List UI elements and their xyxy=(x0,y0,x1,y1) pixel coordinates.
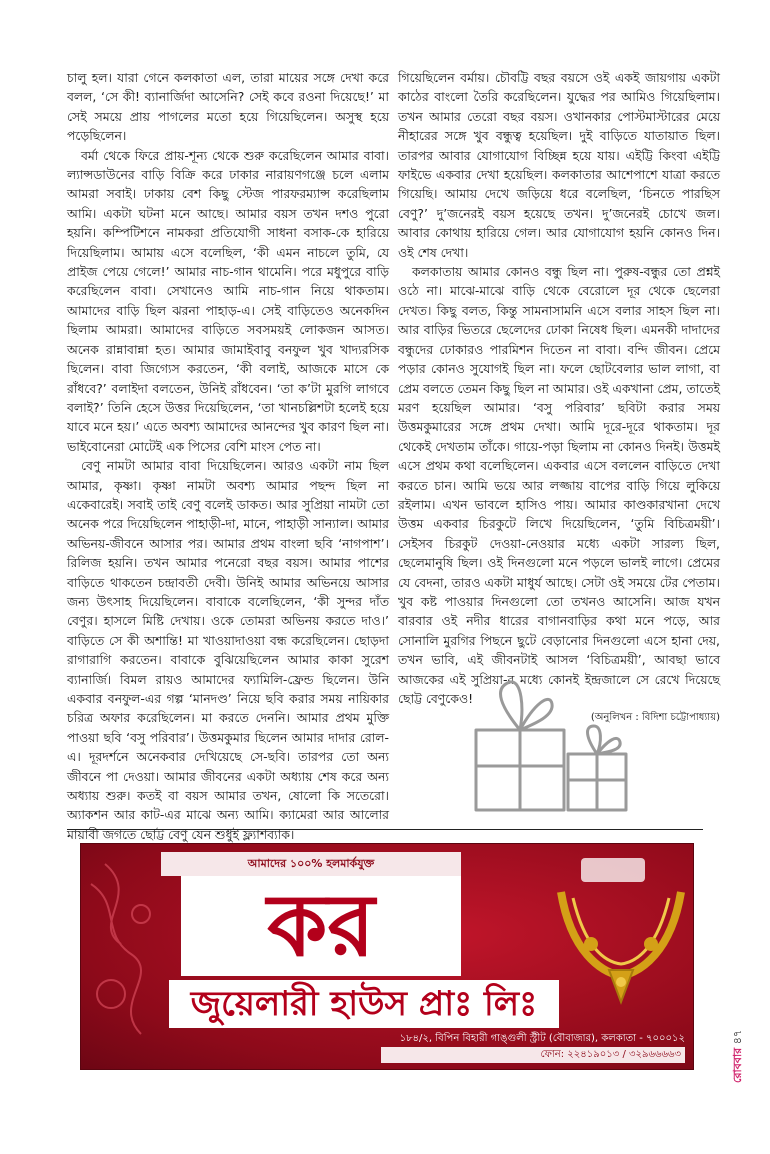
article-column-left xyxy=(67,68,389,842)
paragraph: গিয়েছিলেন বর্মায়। চৌবট্টি বছর বয়সে ওই একই জায়গায় একটা কাঠের বাংলো তৈরি করেছিলেন। যুদ্ধের পর আমিও গিয়েছিলাম। তখন আমার তেরো বছর বয়স। ওখানকার পোস্টমাস্টারের মেয়ে নীহারের সঙ্গে খুব বন্ধুত্ব হয়েছিল। দুই বাড়িতে যাতায়াত ছিল। তারপর আবার যোগাযোগ বিচ্ছিন্ন হয়ে যায়। এইট্টি কিংবা এইট্টি ফাইভে একবার দেখা হয়েছিল। কলকাতার আশেপাশে যাত্রা করতে গিয়েছি। আমায় দেখে জড়িয়ে ধরে বলেছিল, ‘চিনতে পারছিস বেণু?’ দু’জনেরই বয়স হয়েছে তখন। দু’জনেরই চোখে জল। আবার কোথায় হারিয়ে গেল। আর যোগাযোগ হয়নি কোনও দিন। ওই শেষ দেখা। xyxy=(398,70,720,260)
shop-phone: ফোন: ২২৪১৯০১৩ / ৩২৯৬৬৬৬৩ xyxy=(381,1047,685,1063)
paragraph: বর্মা থেকে ফিরে প্রায়-শূন্য থেকে শুরু করেছিলেন আমার বাবা। ল্যান্সডাউনের বাড়ি বিক্রি করে ঢাকার নারায়ণগঞ্জে চলে এলাম আমরা সবাই। ঢাকায় বেশ কিছু স্টেজ পারফরম্যান্স করেছিলাম আমি। একটা ঘটনা মনে আছে। আমার বয়স তখন দশও পুরো হয়নি। কম্পিটিশনে নামকরা প্রতিযোগী সাধনা বসাক-কে হারিয়ে দিয়েছিলাম। আমায় এসে বলেছিল, ‘কী এমন নাচলে তুমি, যে প্রাইজ পেয়ে গেলে!’ আমার নাচ-গান থামেনি। পরে মধুপুরে বাড়ি করেছিলেন বাবা। সেখানেও আমি নাচ-গান নিয়ে থাকতাম। আমাদের বাড়ি ছিল ঝরনা পাহাড়-এ। সেই বাড়িতেও অনেকদিন ছিলাম আমরা। আমাদের বাড়িতে সবসময়ই লোকজন আসত। অনেক রান্নাবান্না হত। আমার জামাইবাবু বনফুল খুব খাদ্যরসিক ছিলেন। বাবা জিগ্যেস করতেন, ‘কী বলাই, আজকে মাসে কে রাঁধবে?’ বলাইদা বলতেন, উনিই রাঁধবেন। ‘তা ক’টা মুরগি লাগবে বলাই?’ তিনি হেসে উত্তর দিয়েছিলেন, ‘তা খানচল্লিশটা হলেই হয়ে যাবে মনে হয়।’ এতে অবশ্য আমাদের আনন্দের খুব কারণ ছিল না। ভাইবোনেরা মোটেই এক পিসের বেশি মাংস পেত না। xyxy=(67,147,389,454)
page-folio xyxy=(728,1012,748,1102)
hallmark-tagline: আমাদের ১০০% হলমার্কযুক্ত xyxy=(161,852,461,876)
transcription-credit: (অনুলিখন : বিদিশা চট্টোপাধ্যায়) xyxy=(590,712,720,724)
page-number: ৪৭ xyxy=(731,1030,744,1045)
paragraph: বেণু নামটা আমার বাবা দিয়েছিলেন। আরও একটা নাম ছিল আমার, কৃষ্ণা। কৃষ্ণা নামটা অবশ্য আমার পছন্দ ছিল না একেবারেই। সবাই তাই বেণু বলেই ডাকত। আর সুপ্রিয়া নামটা তো অনেক পরে দিয়েছিলেন পাহাড়ী-দা, মানে, পাহাড়ী সান্যাল। আমার অভিনয়-জীবনে আসার পর। আমার প্রথম বাংলা ছবি ‘নাগপাশ’। রিলিজ হয়নি। তখন আমার পনেরো বছর বয়স। আমার পাশের বাড়িতে থাকতেন চন্দ্রাবতী দেবী। উনিই আমার অভিনয়ে আসার জন্য উৎসাহ দিয়েছিলেন। বাবাকে বলেছিলেন, ‘কী সুন্দর দাঁত বেণুর। হাসলে মিষ্টি দেখায়। ওকে তোমরা অভিনয় করতে দাও।’ বাড়িতে সে কী অশান্তি! মা খাওয়াদাওয়া বন্ধ করেছিলেন। ছোড়দা রাগারাগি করতেন। বাবাকে বুঝিয়েছিলেন আমার কাকা সুরেশ ব্যানার্জি। বিমল রায়ও আমাদের ফ্যামিলি-ফ্রেন্ড ছিলেন। উনি একবার বনফুল-এর গল্প ‘মানদণ্ড’ নিয়ে ছবি করার সময় নায়িকার চরিত্র অফার করেছিলেন। মা করতে দেননি। আমার প্রথম মুক্তি পাওয়া ছবি ‘বসু পরিবার’। উত্তমকুমার ছিলেন আমার দাদার রোল-এ। দূরদর্শনে অনেকবার দেখিয়েছে সে-ছবি। তারপর তো অন্য জীবনে পা দেওয়া। আমার জীবনের একটা অধ্যায় শেষ করে অন্য অধ্যায় শুরু। কতই বা বয়স আমার তখন, ষোলো কি সতেরো। অ্যাকশন আর কাট-এর মাঝে অন্য আমি। ক্যামেরা আর আলোর মায়াবী জগতে ছোট্ট বেণু যেন শুধুই ফ্ল্যাশব্যাক। xyxy=(67,458,389,842)
jewellery-advertisement xyxy=(80,843,694,1070)
publication-name: রোববার xyxy=(731,1048,744,1084)
paragraph: চালু হল। যারা গেনে কলকাতা এল, তারা মায়ের সঙ্গে দেখা করে বলল, ‘সে কী! ব্যানার্জিদা আসেনি? সেই কবে রওনা দিয়েছে!’ মা সেই সময়ে প্রায় পাগলের মতো হয়ে গিয়েছিলেন। অসুস্থ হয়ে পড়েছিলেন। xyxy=(67,70,389,144)
shop-address: ১৮৪/২, বিপিন বিহারী গাঙ্গুলী স্ট্রীট (বৌবাজার), কলকাতা - ৭০০০১২ xyxy=(399,1033,685,1044)
company-name: জুয়েলারী হাউস প্রাঃ লিঃ xyxy=(169,980,559,1028)
section-divider xyxy=(67,829,703,830)
article-column-right xyxy=(398,68,720,724)
gift-boxes-illustration xyxy=(462,668,642,818)
brand-name: কর xyxy=(181,876,461,976)
paragraph: কলকাতায় আমার কোনও বন্ধু ছিল না। পুরুষ-বন্ধুর তো প্রশ্নই ওঠে না। মাঝে-মাঝে বাড়ি থেকে বেরোলে দূর থেকে ছেলেরা দেখত। কিছু বলত, কিন্তু সামনাসামনি এসে বলার সাহস ছিল না। আর বাড়ির ভিতরে ছেলেদের ঢোকা নিষেধ ছিল। এমনকী দাদাদের বন্ধুদের ঢোকারও পারমিশন দিতেন না বাবা। বন্দি জীবন। প্রেমে পড়ার কোনও সুযোগই ছিল না। ফলে ছোটবেলার ভাল লাগা, বা প্রেম বলতে তেমন কিছু ছিল না আমার। ওই একখানা প্রেম, তাতেই মরণ হয়েছিল আমার। ‘বসু পরিবার’ ছবিটা করার সময় উত্তমকুমারের সঙ্গে প্রথম দেখা। আমি দূরে-দূরে থাকতাম। দূর থেকেই দেখতাম তাঁকে। গায়ে-পড়া ছিলাম না কোনও দিনই। উত্তমই এসে প্রথম কথা বলেছিলেন। একবার এসে বললেন বাড়িতে দেখা করতে চান। আমি ভয়ে আর লজ্জায় বাপের বাড়ি গিয়ে লুকিয়ে রইলাম। এখন ভাবলে হাসিও পায়। আমার কাণ্ডকারখানা দেখে উত্তম একবার চিরকুটে লিখে দিয়েছিলেন, ‘তুমি বিচিত্রময়ী’। সেইসব চিরকুট দেওয়া-নেওয়ার মধ্যে একটা সারল্য ছিল, ছেলেমানুষি ছিল। ওই দিনগুলো মনে পড়লে ভালই লাগে। প্রেমের যে বেদনা, তারও একটা মাধুর্য আছে। সেটা ওই সময়ে টের পেতাম। খুব কষ্ট পাওয়ার দিনগুলো তো তখনও আসেনি। আজ যখন বারবার ওই নদীর ধারের বাগানবাড়ির কথা মনে পড়ে, আর সোনালি মুরগির পিছনে ছুটে বেড়ানোর দিনগুলো এসে হানা দেয়, তখন ভাবি, এই জীবনটাই আসল ‘বিচিত্রময়ী’, আবছা ভাবে আজকের এই সুপ্রিয়া-র মধ্যে কোনই ইন্দ্রজালে সে রেখে দিয়েছে ছোট্ট বেণুকেও! xyxy=(398,264,720,706)
decorative-swirl-icon xyxy=(81,844,181,1069)
gold-necklace-icon xyxy=(551,852,691,1012)
